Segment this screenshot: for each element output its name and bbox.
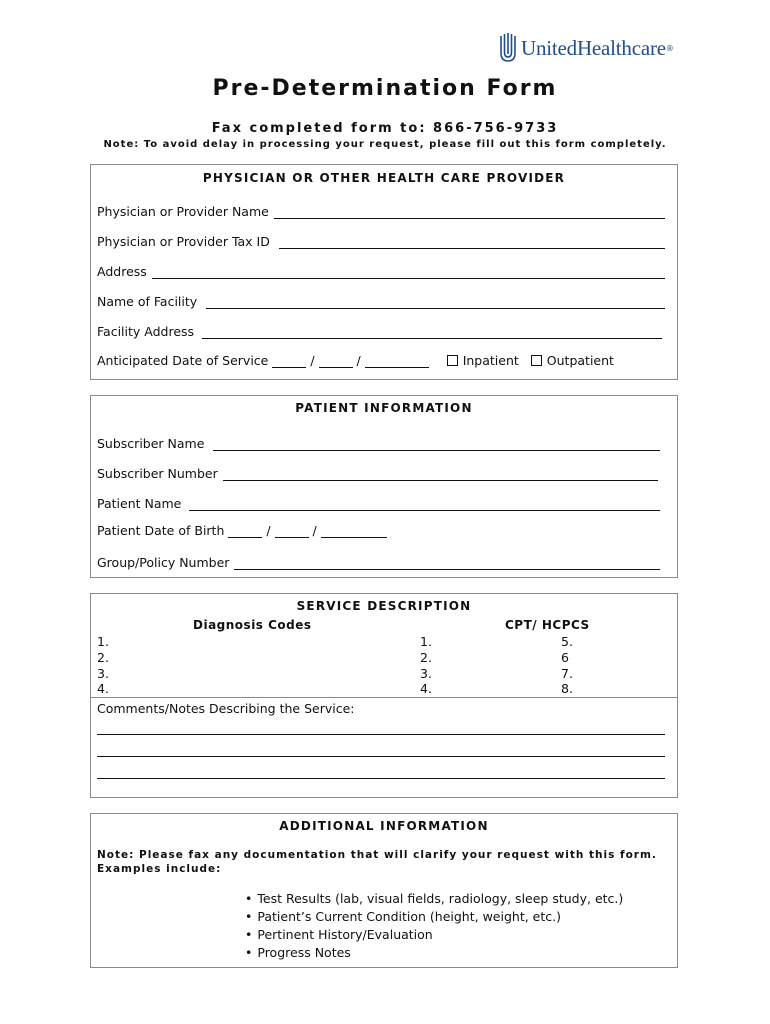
- date-separator: /: [310, 353, 315, 368]
- diagnosis-code-1[interactable]: 1.: [97, 634, 109, 649]
- list-item: • Test Results (lab, visual fields, radiology, sleep study, etc.): [245, 890, 623, 908]
- field-label: Facility Address: [97, 324, 195, 339]
- inpatient-checkbox[interactable]: [447, 355, 458, 366]
- date-separator: /: [312, 523, 317, 538]
- completion-note: Note: To avoid delay in processing your request, please fill out this form completely.: [103, 139, 667, 150]
- input-line[interactable]: [213, 436, 660, 451]
- field-label: Name of Facility: [97, 294, 198, 309]
- dob-row: [97, 523, 387, 538]
- cpt-code-2[interactable]: 2.: [420, 650, 432, 665]
- date-separator: /: [356, 353, 361, 368]
- input-line[interactable]: [234, 555, 660, 570]
- outpatient-checkbox[interactable]: [531, 355, 542, 366]
- diagnosis-code-2[interactable]: 2.: [97, 650, 109, 665]
- input-line[interactable]: [274, 204, 665, 219]
- additional-section-title: ADDITIONAL INFORMATION: [279, 819, 489, 833]
- field-label: Group/Policy Number: [97, 555, 230, 570]
- cpt-code-8[interactable]: 8.: [561, 681, 573, 696]
- field-label: Address: [97, 264, 147, 279]
- comments-label: Comments/Notes Describing the Service:: [97, 701, 355, 716]
- unitedhealthcare-logo-icon: [500, 33, 516, 63]
- inpatient-label: Inpatient: [462, 353, 519, 368]
- comments-line-1[interactable]: [97, 734, 665, 735]
- fax-instruction: Fax completed form to: 866-756-9733: [211, 121, 559, 136]
- input-line[interactable]: [206, 294, 665, 309]
- dob-year[interactable]: [321, 524, 387, 538]
- service-divider: [91, 697, 677, 698]
- diagnosis-code-3[interactable]: 3.: [97, 666, 109, 681]
- provider-tax-id-field[interactable]: [97, 231, 665, 249]
- additional-note: [97, 848, 657, 876]
- logo-registered-mark: ®: [665, 43, 674, 53]
- cpt-code-5[interactable]: 5.: [561, 634, 573, 649]
- facility-name-field[interactable]: [97, 291, 665, 309]
- list-item: • Pertinent History/Evaluation: [245, 926, 623, 944]
- examples-include: Examples include:: [97, 863, 222, 875]
- physician-section: [90, 164, 678, 380]
- service-section: [90, 593, 678, 798]
- cpt-code-6[interactable]: 6: [561, 650, 569, 665]
- list-item: • Patient’s Current Condition (height, weight, etc.): [245, 908, 623, 926]
- input-line[interactable]: [223, 466, 658, 481]
- field-label: Patient Name: [97, 496, 182, 511]
- provider-name-field[interactable]: [97, 201, 665, 219]
- patient-section-title: PATIENT INFORMATION: [295, 401, 473, 415]
- service-date-row: [97, 353, 614, 368]
- comments-line-3[interactable]: [97, 778, 665, 779]
- comments-line-2[interactable]: [97, 756, 665, 757]
- input-line[interactable]: [279, 234, 665, 249]
- date-separator: /: [266, 523, 271, 538]
- logo-text: UnitedHealthcare: [521, 35, 666, 60]
- dob-label: Patient Date of Birth: [97, 523, 225, 538]
- facility-address-field[interactable]: [97, 321, 662, 339]
- subscriber-number-field[interactable]: [97, 463, 658, 481]
- dob-day[interactable]: [275, 524, 309, 538]
- address-field[interactable]: [97, 261, 665, 279]
- service-section-title: SERVICE DESCRIPTION: [296, 599, 472, 613]
- dob-month[interactable]: [228, 524, 262, 538]
- examples-list: [245, 890, 623, 962]
- service-date-year[interactable]: [365, 354, 429, 368]
- service-date-label: Anticipated Date of Service: [97, 353, 269, 368]
- list-item: • Progress Notes: [245, 944, 623, 962]
- cpt-hcpcs-header: CPT/ HCPCS: [505, 618, 590, 632]
- service-date-month[interactable]: [272, 354, 306, 368]
- field-label: Physician or Provider Tax ID: [97, 234, 270, 249]
- group-policy-field[interactable]: [97, 552, 660, 570]
- field-label: Subscriber Number: [97, 466, 218, 481]
- input-line[interactable]: [202, 324, 662, 339]
- subscriber-name-field[interactable]: [97, 433, 660, 451]
- physician-section-title: PHYSICIAN OR OTHER HEALTH CARE PROVIDER: [202, 171, 566, 185]
- diagnosis-code-4[interactable]: 4.: [97, 681, 109, 696]
- unitedhealthcare-logo: [500, 33, 674, 63]
- outpatient-label: Outpatient: [546, 353, 614, 368]
- cpt-code-3[interactable]: 3.: [420, 666, 432, 681]
- cpt-code-4[interactable]: 4.: [420, 681, 432, 696]
- input-line[interactable]: [152, 264, 665, 279]
- additional-note-line: Note: Please fax any documentation that will clarify your request with this form.: [97, 849, 657, 861]
- field-label: Physician or Provider Name: [97, 204, 269, 219]
- diagnosis-codes-header: Diagnosis Codes: [193, 618, 312, 632]
- field-label: Subscriber Name: [97, 436, 205, 451]
- service-date-day[interactable]: [319, 354, 353, 368]
- input-line[interactable]: [189, 496, 660, 511]
- cpt-code-7[interactable]: 7.: [561, 666, 573, 681]
- form-title: Pre-Determination Form: [212, 76, 558, 101]
- patient-name-field[interactable]: [97, 493, 660, 511]
- cpt-code-1[interactable]: 1.: [420, 634, 432, 649]
- patient-section: [90, 395, 678, 578]
- additional-section: [90, 813, 678, 968]
